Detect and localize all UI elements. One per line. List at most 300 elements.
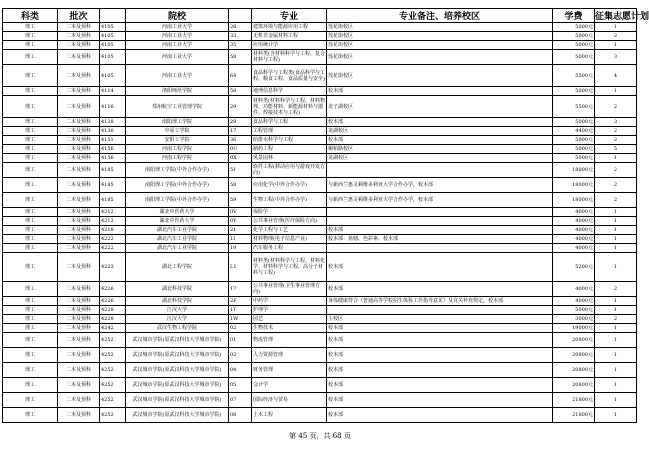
- note-cell: 莲花街校区: [327, 50, 553, 65]
- major-code-cell: 58: [229, 50, 252, 65]
- note-cell: 校本部: [327, 282, 553, 297]
- school-code-cell: 4105: [100, 23, 126, 32]
- major-code-cell: 64: [229, 65, 252, 87]
- batch-cell: 二本及预科: [58, 297, 100, 306]
- category-cell: 理工: [3, 324, 58, 333]
- fee-cell: 5200元: [553, 253, 595, 282]
- note-cell: 龙湖校区: [327, 127, 553, 136]
- school-cell: 武汉城市学院(原武汉科技大学城市学院): [126, 363, 229, 378]
- school-code-cell: 4128: [100, 118, 126, 127]
- major-code-cell: 36: [229, 136, 252, 145]
- note-cell: 与新西兰惠灵顿维多利亚大学合作办学，校本部: [327, 178, 553, 193]
- note-cell: 校本部: [327, 87, 553, 96]
- major-cell: 生物技术: [252, 324, 327, 333]
- category-cell: 理工: [3, 235, 58, 244]
- table-row: [3, 163, 637, 178]
- major-cell: 保险学: [252, 208, 327, 217]
- plan-cell: 3: [595, 118, 637, 127]
- note-cell: 与新西兰惠灵顿维多利亚大学合作办学，校本部: [327, 193, 553, 208]
- major-code-cell: 19: [229, 244, 252, 253]
- category-cell: 理工: [3, 208, 58, 217]
- school-cell: 武汉生物工程学院: [126, 324, 229, 333]
- major-cell: 汽车服务工程: [252, 244, 327, 253]
- major-code-cell: 59: [229, 193, 252, 208]
- table-row: [3, 65, 637, 87]
- plan-cell: 1: [595, 226, 637, 235]
- note-cell: 龙子湖校区: [327, 96, 553, 118]
- major-cell: 国际经济与贸易: [252, 393, 327, 408]
- major-cell: 化学工程与工艺: [252, 226, 327, 235]
- major-cell: 应用统计学: [252, 41, 327, 50]
- school-cell: 河南工业大学: [126, 23, 229, 32]
- plan-cell: 1: [595, 333, 637, 348]
- table-row: [3, 41, 637, 50]
- category-cell: 理工: [3, 178, 58, 193]
- table-row: [3, 178, 637, 193]
- plan-cell: 2: [595, 127, 637, 136]
- category-cell: 理工: [3, 127, 58, 136]
- note-cell: [327, 244, 553, 253]
- plan-cell: 2: [595, 136, 637, 145]
- major-code-cell: 26: [229, 23, 252, 32]
- fee-cell: 5000元: [553, 154, 595, 163]
- category-cell: 理工: [3, 154, 58, 163]
- batch-cell: 二本及预科: [58, 154, 100, 163]
- category-cell: 理工: [3, 226, 58, 235]
- major-code-cell: 02: [229, 348, 252, 363]
- table-row: [3, 226, 637, 235]
- category-cell: 理工: [3, 118, 58, 127]
- note-cell: 校本部: [327, 363, 553, 378]
- fee-cell: 5000元: [553, 118, 595, 127]
- major-cell: 财务管理: [252, 363, 327, 378]
- school-cell: 湖北科技学院: [126, 282, 229, 297]
- category-cell: 理工: [3, 282, 58, 297]
- fee-cell: 4400元: [553, 127, 595, 136]
- fee-cell: 5000元: [553, 87, 595, 96]
- school-cell: 湖北汽车工业学院: [126, 244, 229, 253]
- school-code-cell: 4252: [100, 348, 126, 363]
- batch-cell: 二本及预科: [58, 145, 100, 154]
- school-cell: 洛阳师范学院: [126, 87, 229, 96]
- major-cell: 护理学: [252, 306, 327, 315]
- batch-cell: 二本及预科: [58, 348, 100, 363]
- table-row: [3, 297, 637, 306]
- school-code-cell: 4252: [100, 378, 126, 393]
- major-cell: 软件工程(移动应用与游戏开发方向): [253, 164, 325, 176]
- note-cell: 身体健康符合《普通高等学校招生体检工作指导意见》及有关补充规定，校本部: [327, 297, 553, 306]
- school-cell: 武汉城市学院(原武汉科技大学城市学院): [126, 378, 229, 393]
- note-cell: 校本部: [327, 348, 553, 363]
- note-cell: 莲花街校区: [327, 23, 553, 32]
- batch-cell: 二本及预科: [58, 41, 100, 50]
- header-major-code: [229, 9, 252, 23]
- school-cell: 中原工学院: [126, 127, 229, 136]
- major-code-cell: 21: [229, 226, 252, 235]
- school-cell: 武汉城市学院(原武汉科技大学城市学院): [126, 348, 229, 363]
- table-row: [3, 87, 637, 96]
- category-cell: 理工: [3, 253, 58, 282]
- major-code-cell: 17: [229, 127, 252, 136]
- school-code-cell: 4222: [100, 235, 126, 244]
- category-cell: 理工: [3, 378, 58, 393]
- school-code-cell: 4226: [100, 297, 126, 306]
- fee-cell: 19000元: [553, 324, 595, 333]
- batch-cell: 二本及预科: [58, 282, 100, 297]
- school-cell: 河南工程学院: [126, 154, 229, 163]
- school-code-cell: 4252: [100, 393, 126, 408]
- note-cell: 校本部：鱼塘、色彩素、校本部: [327, 235, 553, 244]
- plan-cell: 1: [595, 87, 637, 96]
- batch-cell: 二本及预科: [58, 193, 100, 208]
- major-cell: 中药学: [252, 297, 327, 306]
- plan-cell: 1: [595, 244, 637, 253]
- plan-cell: 1: [595, 253, 637, 282]
- note-cell: 主校区: [327, 315, 553, 324]
- school-cell: 湖北中医药大学: [126, 217, 229, 226]
- school-cell: 武汉城市学院(原武汉科技大学城市学院): [126, 333, 229, 348]
- major-cell: 无机非金属材料工程: [252, 32, 327, 41]
- major-cell: 物流管理: [252, 333, 327, 348]
- major-code-cell: 0X: [229, 154, 252, 163]
- plan-cell: 1: [595, 408, 637, 423]
- school-cell: 武汉城市学院(原武汉科技大学城市学院): [126, 393, 229, 408]
- batch-cell: 二本及预科: [58, 163, 100, 178]
- table-row: [3, 32, 637, 41]
- batch-cell: 二本及预科: [58, 208, 100, 217]
- category-cell: 理工: [3, 363, 58, 378]
- plan-cell: 4: [595, 65, 637, 87]
- school-code-cell: 4242: [100, 324, 126, 333]
- major-cell: 公共事业管理(卫生事业管理方向): [252, 282, 327, 297]
- major-cell: 工程管理: [252, 127, 327, 136]
- school-code-cell: 4151: [100, 136, 126, 145]
- school-code-cell: 4228: [100, 315, 126, 324]
- fee-cell: 21800元: [553, 408, 595, 423]
- category-cell: 理工: [3, 145, 58, 154]
- table-row: [3, 154, 637, 163]
- major-cell: 给排水科学与工程: [252, 136, 327, 145]
- school-cell: 湖北中医药大学: [126, 208, 229, 217]
- school-code-cell: 4185: [100, 163, 126, 178]
- school-cell: 河南工业大学: [126, 50, 229, 65]
- fee-cell: 5000元: [553, 41, 595, 50]
- school-code-cell: 4228: [100, 306, 126, 315]
- category-cell: 理工: [3, 408, 58, 423]
- category-cell: 理工: [3, 306, 58, 315]
- plan-cell: 3: [595, 50, 637, 65]
- batch-cell: 二本及预科: [58, 333, 100, 348]
- table-row: [3, 306, 637, 315]
- major-code-cell: 1W: [229, 315, 252, 324]
- school-cell: 湖北汽车工业学院: [126, 235, 229, 244]
- school-cell: 河南工业大学: [126, 32, 229, 41]
- table-row: [3, 324, 637, 333]
- note-cell: 桐柏路校区: [327, 145, 553, 154]
- category-cell: 理工: [3, 244, 58, 253]
- major-cell: 人力资源管理: [252, 348, 327, 363]
- batch-cell: 二本及预科: [58, 324, 100, 333]
- school-code-cell: 4156: [100, 154, 126, 163]
- major-code-cell: 02: [229, 324, 252, 333]
- major-code-cell: 04: [229, 363, 252, 378]
- header-school: 院校: [126, 9, 229, 23]
- major-code-cell: 08: [229, 408, 252, 423]
- note-cell: 校本部: [327, 136, 553, 145]
- fee-cell: 4000元: [553, 282, 595, 297]
- fee-cell: 5500元: [553, 65, 595, 87]
- table-row: [3, 315, 637, 324]
- plan-cell: 1: [595, 393, 637, 408]
- batch-cell: 二本及预科: [58, 363, 100, 378]
- table-row: [3, 50, 637, 65]
- batch-cell: 二本及预科: [58, 378, 100, 393]
- major-code-cell: 01: [229, 333, 252, 348]
- fee-cell: 4000元: [553, 297, 595, 306]
- plan-cell: 1: [595, 235, 637, 244]
- table-row: [3, 253, 637, 282]
- category-cell: 理工: [3, 333, 58, 348]
- note-cell: [327, 163, 553, 178]
- table-row: [3, 118, 637, 127]
- note-cell: [327, 208, 553, 217]
- fee-cell: 20800元: [553, 378, 595, 393]
- plan-cell: 1: [595, 41, 637, 50]
- table-row: [3, 23, 637, 32]
- table-row: [3, 244, 637, 253]
- table-row: [3, 378, 637, 393]
- major-cell: 食品科学与工程类(食品科学与工程、粮食工程、食品质量与安全): [252, 65, 327, 87]
- note-cell: 校本部: [327, 408, 553, 423]
- school-code-cell: 4105: [100, 32, 126, 41]
- header-plan: 征集志愿计划: [595, 9, 637, 23]
- batch-cell: 二本及预科: [58, 244, 100, 253]
- category-cell: 理工: [3, 65, 58, 87]
- batch-cell: 二本及预科: [58, 96, 100, 118]
- plan-cell: 2: [595, 178, 637, 193]
- major-cell: 材料类(含材料科学与工程、复合材料与工程): [253, 51, 325, 63]
- fee-cell: 4000元: [553, 217, 595, 226]
- fee-cell: 4000元: [553, 208, 595, 217]
- batch-cell: 二本及预科: [58, 253, 100, 282]
- note-cell: 莲花街校区: [327, 41, 553, 50]
- major-code-cell: 1I: [229, 235, 252, 244]
- major-code-cell: 29: [229, 96, 252, 118]
- batch-cell: 二本及预科: [58, 23, 100, 32]
- major-code-cell: 17: [229, 282, 252, 297]
- school-code-cell: 4222: [100, 244, 126, 253]
- batch-cell: 二本及预科: [58, 408, 100, 423]
- note-cell: 龙湖校区: [327, 154, 553, 163]
- batch-cell: 二本及预科: [58, 217, 100, 226]
- school-code-cell: 4185: [100, 193, 126, 208]
- fee-cell: 3000元: [553, 315, 595, 324]
- batch-cell: 二本及预科: [58, 393, 100, 408]
- category-cell: 理工: [3, 393, 58, 408]
- plan-cell: 2: [595, 315, 637, 324]
- major-code-cell: 33: [229, 32, 252, 41]
- school-code-cell: 4130: [100, 127, 126, 136]
- table-row: [3, 145, 637, 154]
- table-row: [3, 363, 637, 378]
- fee-cell: 21800元: [553, 393, 595, 408]
- school-code-cell: 4218: [100, 226, 126, 235]
- school-code-cell: 4252: [100, 408, 126, 423]
- major-cell: 食品科学与工程: [252, 118, 327, 127]
- header-major: 专业: [252, 9, 327, 23]
- fee-cell: 5000元: [553, 145, 595, 154]
- plan-cell: 2: [595, 282, 637, 297]
- table-row: [3, 282, 637, 297]
- school-code-cell: 4252: [100, 333, 126, 348]
- note-cell: 校本部: [327, 253, 553, 282]
- major-cell: 土木工程: [252, 408, 327, 423]
- header-fee: 学费: [553, 9, 595, 23]
- major-cell: 材料物理(电子信息产业): [252, 235, 327, 244]
- header-school-code: [100, 9, 126, 23]
- school-code-cell: 4223: [100, 253, 126, 282]
- plan-cell: 1: [595, 378, 637, 393]
- category-cell: 理工: [3, 96, 58, 118]
- batch-cell: 二本及预科: [58, 226, 100, 235]
- category-cell: 理工: [3, 348, 58, 363]
- table-row: [3, 408, 637, 423]
- fee-cell: 5500元: [553, 96, 595, 118]
- school-cell: 南阳理工学院(中外合作办学): [126, 178, 229, 193]
- major-cell: 园艺: [252, 315, 327, 324]
- note-cell: 莲花街校区: [327, 65, 553, 87]
- major-code-cell: 2F: [229, 297, 252, 306]
- school-cell: 江汉大学: [126, 315, 229, 324]
- batch-cell: 二本及预科: [58, 127, 100, 136]
- major-code-cell: 07: [229, 393, 252, 408]
- plan-cell: 2: [595, 193, 637, 208]
- major-code-cell: 51: [229, 163, 252, 178]
- school-cell: 河南工程学院: [126, 145, 229, 154]
- major-cell: 地理信息科学: [252, 87, 327, 96]
- fee-cell: 20800元: [553, 348, 595, 363]
- school-cell: 湖北工程学院: [126, 253, 229, 282]
- note-cell: 校本部: [327, 393, 553, 408]
- school-cell: 湖北汽车工业学院: [126, 226, 229, 235]
- school-code-cell: 4226: [100, 282, 126, 297]
- school-code-cell: 4114: [100, 87, 126, 96]
- page-footer: 第 45 页，共 68 页: [289, 432, 351, 440]
- batch-cell: 二本及预科: [58, 306, 100, 315]
- school-cell: 武汉城市学院(原武汉科技大学城市学院): [126, 408, 229, 423]
- table-row: [3, 348, 637, 363]
- table-row: [3, 208, 637, 217]
- school-cell: 南阳理工学院: [126, 118, 229, 127]
- note-cell: 校本部: [327, 118, 553, 127]
- category-cell: 理工: [3, 315, 58, 324]
- table-row: [3, 393, 637, 408]
- plan-cell: 1: [595, 306, 637, 315]
- major-code-cell: 0Y: [229, 217, 252, 226]
- category-cell: 理工: [3, 163, 58, 178]
- plan-cell: 1: [595, 348, 637, 363]
- enrollment-table: [2, 8, 649, 423]
- category-cell: 理工: [3, 50, 58, 65]
- table-row: [3, 333, 637, 348]
- major-cell: 会计学: [252, 378, 327, 393]
- fee-cell: 4000元: [553, 235, 595, 244]
- school-code-cell: 4212: [100, 217, 126, 226]
- plan-cell: 2: [595, 32, 637, 41]
- fee-cell: 5000元: [553, 306, 595, 315]
- fee-cell: 4000元: [553, 226, 595, 235]
- fee-cell: 5000元: [553, 23, 595, 32]
- table-row: [3, 235, 637, 244]
- note-cell: [327, 306, 553, 315]
- fee-cell: 18000元: [553, 163, 595, 178]
- major-code-cell: L1: [229, 253, 252, 282]
- category-cell: 理工: [3, 193, 58, 208]
- plan-cell: 2: [595, 96, 637, 118]
- batch-cell: 二本及预科: [58, 118, 100, 127]
- table-row: [3, 96, 637, 118]
- fee-cell: 5000元: [553, 136, 595, 145]
- school-code-cell: 4105: [100, 41, 126, 50]
- school-cell: 郑州航空工业管理学院: [126, 96, 229, 118]
- fee-cell: 5000元: [553, 32, 595, 41]
- major-code-cell: 58: [229, 178, 252, 193]
- note-cell: 莲花街校区: [327, 32, 553, 41]
- school-code-cell: 4212: [100, 208, 126, 217]
- school-cell: 河南工业大学: [126, 65, 229, 87]
- plan-cell: 1: [595, 297, 637, 306]
- plan-cell: 1: [595, 217, 637, 226]
- fee-cell: 18000元: [553, 193, 595, 208]
- category-cell: 理工: [3, 23, 58, 32]
- major-code-cell: 05: [229, 378, 252, 393]
- major-cell: 生物工程(中外合作办学): [252, 193, 327, 208]
- school-cell: 南阳理工学院(中外合作办学): [126, 193, 229, 208]
- major-cell: 材料类(材料科学与工程、材料物理、功能材料、新能源材料与器件、焊接技术与工程): [253, 97, 325, 116]
- plan-cell: 2: [595, 163, 637, 178]
- school-code-cell: 4252: [100, 363, 126, 378]
- header-note: 专业备注、培养校区: [327, 9, 553, 23]
- batch-cell: 二本及预科: [58, 50, 100, 65]
- school-code-cell: 4116: [100, 96, 126, 118]
- school-cell: 湖北科技学院: [126, 297, 229, 306]
- school-cell: 河南工业大学: [126, 41, 229, 50]
- school-cell: 江汉大学: [126, 306, 229, 315]
- major-cell: 材料类(材料科学与工程、材料化学、材料科学与工程、高分子材料与工程): [252, 253, 327, 282]
- batch-cell: 二本及预科: [58, 87, 100, 96]
- header-batch: 批次: [58, 9, 100, 23]
- major-code-cell: 1T: [229, 306, 252, 315]
- school-cell: 安阳工学院: [126, 136, 229, 145]
- batch-cell: 二本及预科: [58, 32, 100, 41]
- plan-cell: 5: [595, 145, 637, 154]
- major-code-cell: 0V: [229, 208, 252, 217]
- school-code-cell: 4185: [100, 178, 126, 193]
- category-cell: 理工: [3, 217, 58, 226]
- school-code-cell: 4105: [100, 65, 126, 87]
- table-row: [3, 193, 637, 208]
- header-category: 科类: [3, 9, 58, 23]
- note-cell: 校本部: [327, 378, 553, 393]
- school-code-cell: 4156: [100, 145, 126, 154]
- batch-cell: 二本及预科: [58, 65, 100, 87]
- fee-cell: 20800元: [553, 363, 595, 378]
- plan-cell: 1: [595, 324, 637, 333]
- fee-cell: 20800元: [553, 333, 595, 348]
- major-cell: 风景园林: [252, 154, 327, 163]
- fee-cell: 4000元: [553, 244, 595, 253]
- batch-cell: 二本及预科: [58, 178, 100, 193]
